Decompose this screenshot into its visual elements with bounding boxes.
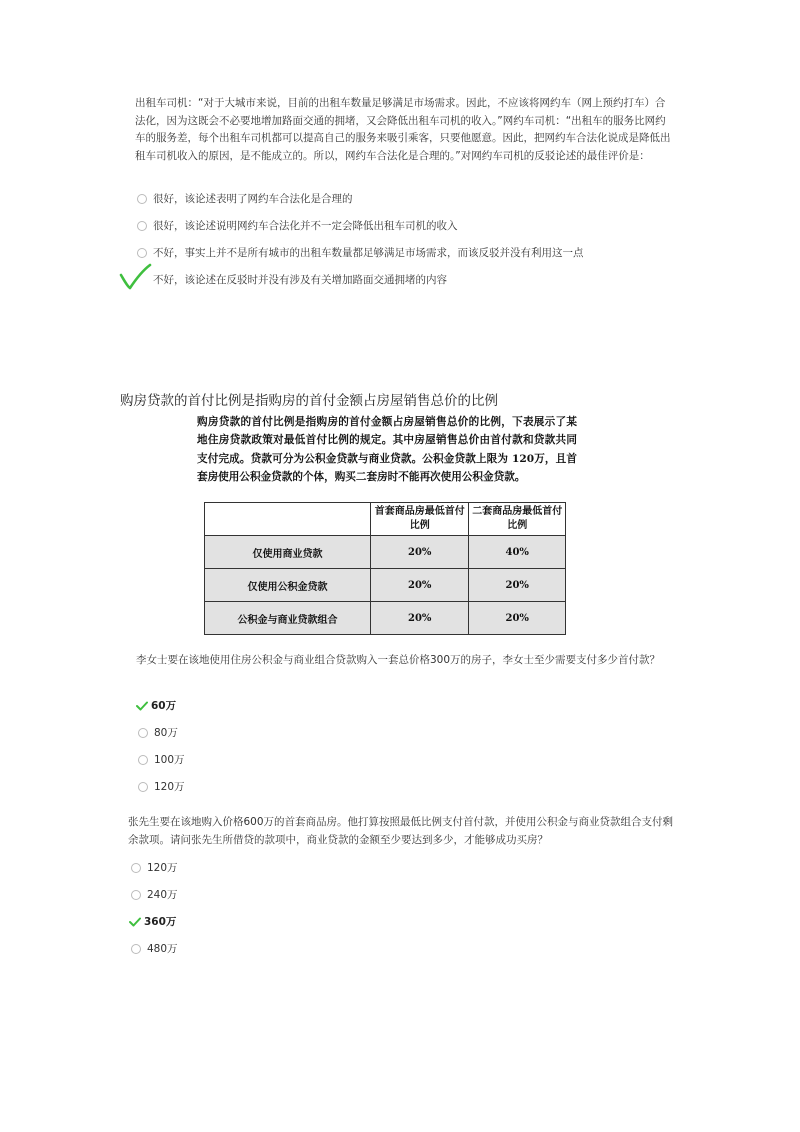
q2-option-2-label: 80万	[154, 727, 178, 739]
table-header-blank	[205, 503, 371, 536]
table-cell: 20%	[370, 569, 469, 602]
q1-question-text: 出租车司机：“对于大城市来说，目前的出租车数量足够满足市场需求。因此，不应该将网约车（网上预约打车）合法化，因为这既会不必要地增加路面交通的拥堵，又会降低出租车司机的收入。”网约车司机：“出租车的服务比网约车的服务差，每个出租车司机都可以提高自己的服务来吸引乘客，只要他愿意。因此，把网约车合法化说成是降低出租车司机收入的原因，是不能成立的。所以，网约车合法化是合理的。”对网约车司机的反驳论述的最佳评价是：	[135, 97, 671, 162]
table-cell: 20%	[370, 536, 469, 569]
radio-icon[interactable]	[131, 944, 141, 954]
radio-icon[interactable]	[137, 194, 147, 204]
table-row-label: 仅使用公积金贷款	[205, 569, 371, 602]
section-heading: 购房贷款的首付比例是指购房的首付金额占房屋销售总价的比例	[120, 393, 498, 409]
radio-icon[interactable]	[138, 782, 148, 792]
q1-option-1[interactable]	[137, 191, 353, 206]
table-header-second-home: 二套商品房最低首付比例	[469, 503, 566, 536]
q2-option-3[interactable]	[138, 752, 185, 767]
q2-option-1[interactable]	[136, 698, 176, 713]
q1-option-3-label: 不好，事实上并不是所有城市的出租车数量都足够满足市场需求，而该反驳并没有利用这一点	[153, 247, 584, 259]
table-row-label: 公积金与商业贷款组合	[205, 602, 371, 635]
q3-option-2[interactable]	[131, 887, 178, 902]
q1-option-4[interactable]	[137, 272, 447, 287]
radio-icon[interactable]	[137, 248, 147, 258]
table-cell: 40%	[469, 536, 566, 569]
q2-option-4-label: 120万	[154, 781, 185, 793]
table-cell: 20%	[469, 569, 566, 602]
check-icon	[118, 262, 152, 292]
q2-question-text: 李女士要在该地使用住房公积金与商业组合贷款购入一套总价格300万的房子，李女士至少需要支付多少首付款？	[136, 654, 661, 666]
q3-option-3[interactable]	[129, 914, 176, 929]
radio-icon[interactable]	[138, 755, 148, 765]
q1-option-2[interactable]	[137, 218, 458, 233]
radio-icon[interactable]	[131, 863, 141, 873]
q1-option-1-label: 很好，该论述表明了网约车合法化是合理的	[153, 193, 353, 205]
q2-option-1-label: 60万	[151, 700, 177, 712]
section-intro: 购房贷款的首付比例是指购房的首付金额占房屋销售总价的比例，下表展示了某地住房贷款政策对最低首付比例的规定。其中房屋销售总价由首付款和贷款共同支付完成。贷款可分为公积金贷款与商业贷款。公积金贷款上限为 120万，且首套房使用公积金贷款的个体，购买二套房时不能再次使用公积金贷款。	[197, 416, 577, 483]
table-row	[205, 536, 566, 569]
q1-option-2-label: 很好，该论述说明网约车合法化并不一定会降低出租车司机的收入	[153, 220, 458, 232]
q2-option-3-label: 100万	[154, 754, 185, 766]
down-payment-table	[204, 502, 566, 635]
table-header-first-home: 首套商品房最低首付比例	[370, 503, 469, 536]
radio-icon[interactable]	[138, 728, 148, 738]
q3-option-1[interactable]	[131, 860, 178, 875]
table-row	[205, 569, 566, 602]
q1-option-4-label: 不好，该论述在反驳时并没有涉及有关增加路面交通拥堵的内容	[153, 274, 447, 286]
radio-icon[interactable]	[137, 221, 147, 231]
table-row	[205, 602, 566, 635]
q3-question-text: 张先生要在该地购入价格600万的首套商品房。他打算按照最低比例支付首付款，并使用公积金与商业贷款组合支付剩余款项。请问张先生所借贷的款项中，商业贷款的金额至少要达到多少，才能够成功买房？	[128, 816, 674, 846]
check-icon	[129, 917, 141, 927]
q3-option-4[interactable]	[131, 941, 178, 956]
q3-option-4-label: 480万	[147, 943, 178, 955]
table-cell: 20%	[469, 602, 566, 635]
table-row-label: 仅使用商业贷款	[205, 536, 371, 569]
q1-option-3[interactable]	[137, 245, 584, 260]
radio-icon[interactable]	[131, 890, 141, 900]
q3-option-3-label: 360万	[144, 916, 177, 928]
q3-option-2-label: 240万	[147, 889, 178, 901]
table-cell: 20%	[370, 602, 469, 635]
check-icon	[136, 701, 148, 711]
q2-option-2[interactable]	[138, 725, 178, 740]
q3-option-1-label: 120万	[147, 862, 178, 874]
q2-option-4[interactable]	[138, 779, 185, 794]
